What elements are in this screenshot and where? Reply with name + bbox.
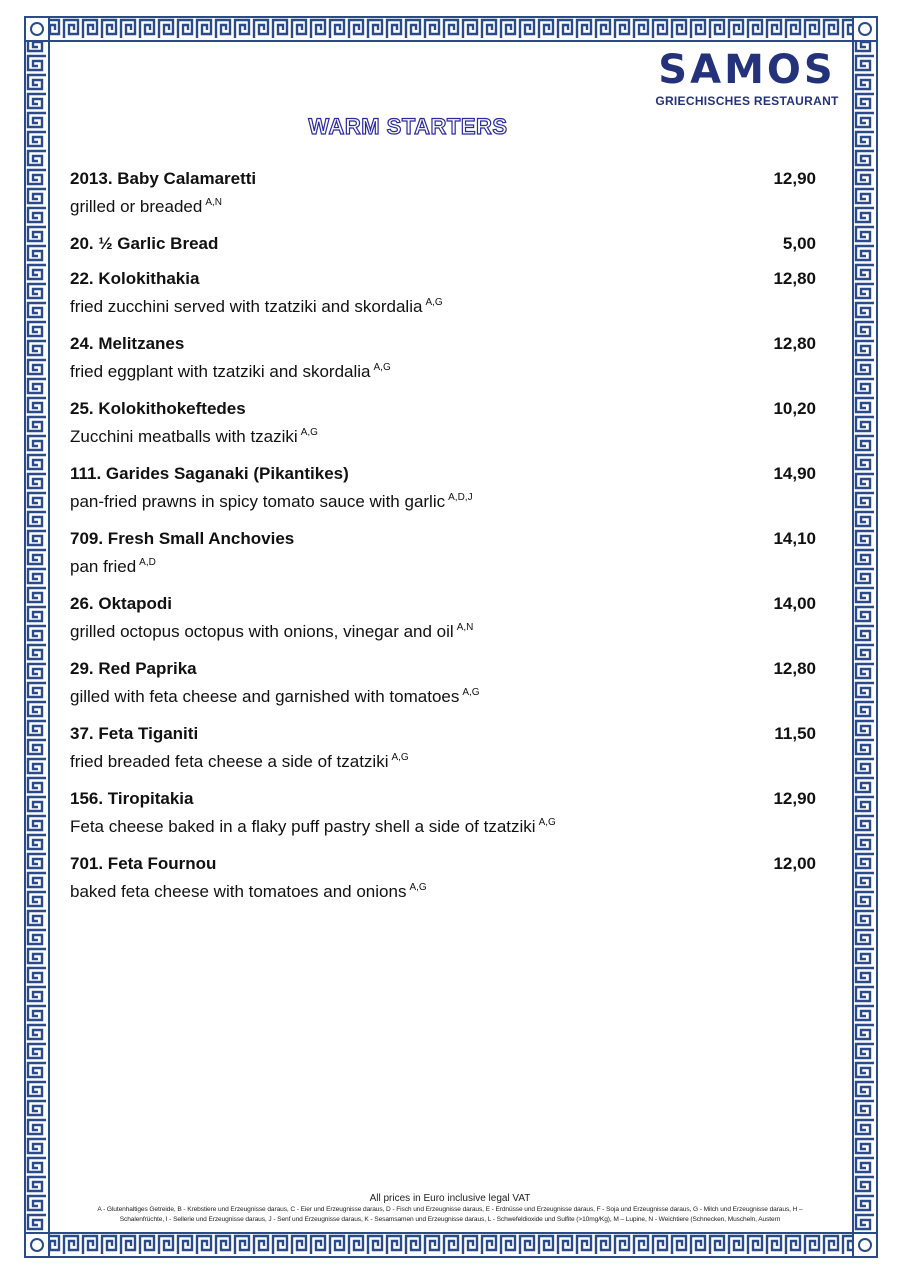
menu-item-description-text: grilled or breaded: [70, 197, 203, 216]
menu-item: [70, 333, 816, 385]
menu-item-description-text: fried breaded feta cheese a side of tzatziki: [70, 752, 389, 771]
footer: [62, 1193, 838, 1225]
menu-item-description: [70, 190, 816, 220]
menu-item-header: [70, 333, 816, 355]
menu-item: [70, 168, 816, 220]
allergen-codes: A,N: [205, 197, 222, 208]
allergen-codes: A,G: [373, 362, 391, 373]
menu-item-header: [70, 398, 816, 420]
menu-item: [70, 593, 816, 645]
section-title: WARM STARTERS: [308, 114, 508, 139]
menu-item-description: [70, 550, 816, 580]
allergen-codes: A,G: [300, 427, 318, 438]
menu-item-price: 12,90: [773, 169, 816, 188]
menu-item: [70, 658, 816, 710]
menu-item-header: [70, 788, 816, 810]
menu-item-description: [70, 615, 816, 645]
menu-item: [70, 268, 816, 320]
menu-item-name: 156. Tiropitakia: [70, 789, 194, 808]
logo-subtitle: GRIECHISCHES RESTAURANT: [655, 94, 839, 108]
menu-item-header: [70, 528, 816, 550]
menu-item-description-text: pan-fried prawns in spicy tomato sauce with garlic: [70, 492, 446, 511]
menu-item-description: [70, 420, 816, 450]
menu-item-price: 14,10: [773, 529, 816, 548]
menu-item-name: 37. Feta Tiganiti: [70, 724, 199, 743]
menu-item-description-text: gilled with feta cheese and garnished with tomatoes: [70, 687, 460, 706]
menu-item-name: 29. Red Paprika: [70, 659, 197, 678]
menu-item-description: [70, 680, 816, 710]
menu-item-name: 26. Oktapodi: [70, 594, 173, 613]
menu-list: [70, 168, 816, 918]
allergen-codes: A,G: [425, 297, 443, 308]
vat-note: All prices in Euro inclusive legal VAT: [369, 1193, 531, 1204]
menu-item: [70, 723, 816, 775]
menu-item-description-text: Zucchini meatballs with tzaziki: [70, 427, 298, 446]
menu-item-name: 709. Fresh Small Anchovies: [70, 529, 295, 548]
menu-item-description-text: pan fried: [70, 557, 137, 576]
menu-item-description-text: fried zucchini served with tzatziki and skordalia: [70, 297, 423, 316]
menu-item-price: 12,90: [773, 789, 816, 808]
menu-item-header: [70, 723, 816, 745]
menu-item-price: 10,20: [773, 399, 816, 418]
menu-item-name: 22. Kolokithakia: [70, 269, 200, 288]
menu-item-description: [70, 745, 816, 775]
menu-item-price: 12,00: [773, 854, 816, 873]
menu-item-description-text: grilled octopus octopus with onions, vinegar and oil: [70, 622, 454, 641]
menu-item-header: [70, 463, 816, 485]
menu-item-price: 14,00: [773, 594, 816, 613]
menu-item: [70, 398, 816, 450]
menu-item-description: [70, 485, 816, 515]
menu-item-description: [70, 810, 816, 840]
menu-item-name: 111. Garides Saganaki (Pikantikes): [70, 464, 349, 483]
menu-item-price: 12,80: [773, 269, 816, 288]
menu-item-header: [70, 658, 816, 680]
menu-item-header: [70, 593, 816, 615]
allergen-codes: A,G: [538, 817, 556, 828]
menu-item-name: 2013. Baby Calamaretti: [70, 169, 257, 188]
menu-item-price: 11,50: [774, 724, 816, 743]
menu-item: [70, 233, 816, 255]
menu-item-price: 5,00: [782, 234, 816, 253]
allergen-codes: A,D: [139, 557, 156, 568]
menu-item-description-text: Feta cheese baked in a flaky puff pastry shell a side of tzatziki: [70, 817, 536, 836]
menu-item-price: 12,80: [773, 659, 816, 678]
menu-item-description-text: fried eggplant with tzatziki and skordalia: [70, 362, 371, 381]
menu-item-description: [70, 290, 816, 320]
menu-item-name: 24. Melitzanes: [70, 334, 185, 353]
menu-item: [70, 463, 816, 515]
menu-item-description-text: baked feta cheese with tomatoes and onions: [70, 882, 407, 901]
menu-item-description: [70, 355, 816, 385]
menu-item-name: 20. ½ Garlic Bread: [70, 234, 219, 253]
samos-logo: [654, 48, 840, 108]
menu-item: [70, 788, 816, 840]
menu-item-price: 12,80: [773, 334, 816, 353]
menu-item-header: [70, 268, 816, 290]
menu-item-header: [70, 233, 816, 255]
allergen-codes: A,N: [456, 622, 474, 633]
allergen-codes: A,G: [409, 882, 427, 893]
menu-item-description: [70, 875, 816, 905]
menu-item-name: 701. Feta Fournou: [70, 854, 217, 873]
menu-item: [70, 853, 816, 905]
menu-item-price: 14,90: [773, 464, 816, 483]
allergen-codes: A,G: [462, 687, 480, 698]
allergen-codes: A,D,J: [448, 492, 473, 503]
menu-item-header: [70, 168, 816, 190]
menu-item-header: [70, 853, 816, 875]
menu-item-name: 25. Kolokithokeftedes: [70, 399, 246, 418]
allergen-legend-line-2: Schalenfrüchte, I - Sellerie und Erzeugnisse daraus, J - Senf und Erzeugnisse daraus, K - Sesamsamen und Erzeugnisse daraus, L - Schwefeldioxide und Sulfite (>10mg/Kg), M – Lupine, N - Weichtiere (Schnecken, Muscheln, Austern: [119, 1216, 781, 1223]
menu-item: [70, 528, 816, 580]
allergen-legend-line-1: A - Glutenhaltiges Getreide, B - Krebstiere und Erzeugnisse daraus, C - Eier und Erzeugnisse daraus, D - Fisch und Erzeugnisse daraus, E - Erdnüsse und Erzeugnisse daraus, F - Soja und Erzeugnisse daraus, G - Milch und Erzeugnisse daraus, H –: [97, 1206, 803, 1213]
logo-wordmark: SAMOS: [658, 47, 836, 93]
allergen-codes: A,G: [391, 752, 409, 763]
